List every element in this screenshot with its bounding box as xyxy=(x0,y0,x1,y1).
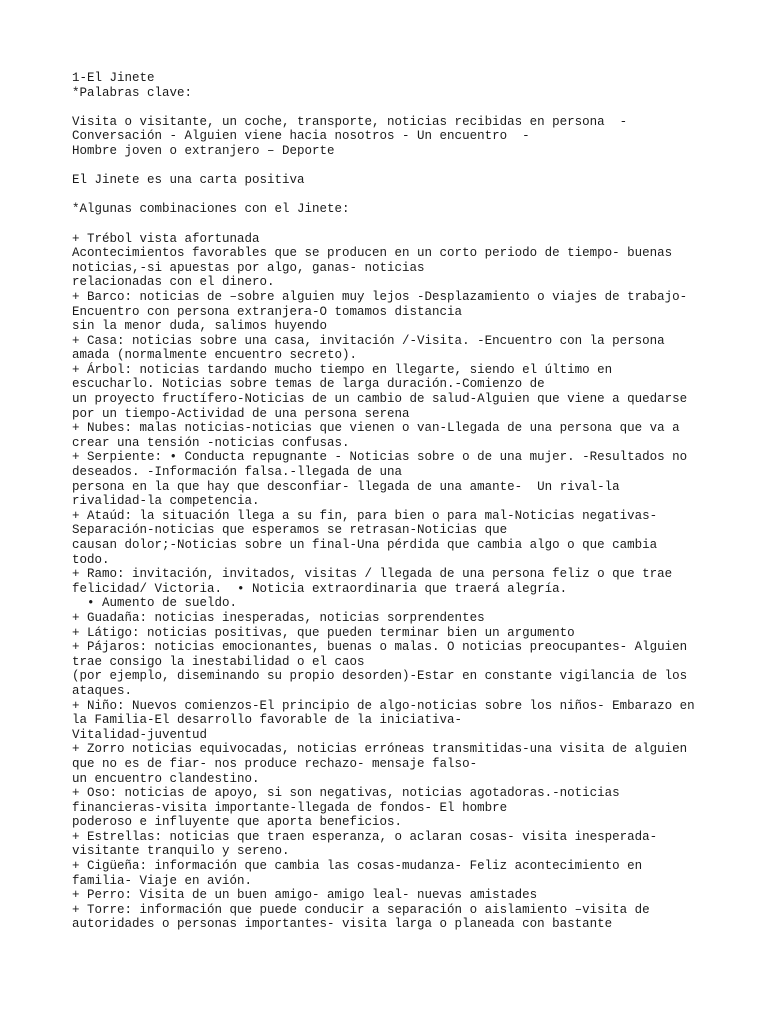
combination-line: que no es de fiar- nos produce rechazo- mensaje falso- xyxy=(72,756,478,771)
combination-line: + Serpiente: • Conducta repugnante - Noticias sobre o de una mujer. -Resultados no xyxy=(72,450,688,465)
combination-line: escucharlo. Noticias sobre temas de larga duración.-Comienzo de xyxy=(72,377,545,392)
combination-line: + Estrellas: noticias que traen esperanza, o aclaran cosas- visita inesperada- xyxy=(72,829,658,844)
combinations-list xyxy=(72,232,712,933)
combination-line: + Casa: noticias sobre una casa, invitación /-Visita. -Encuentro con la persona xyxy=(72,333,665,348)
combination-line: Encuentro con persona extranjera-O tomamos distancia xyxy=(72,304,463,319)
combination-line: + Trébol vista afortunada xyxy=(72,231,260,246)
combination-line: relacionadas con el dinero. xyxy=(72,275,275,290)
combinations-heading: *Algunas combinaciones con el Jinete: xyxy=(72,202,350,217)
combination-line: sin la menor duda, salimos huyendo xyxy=(72,319,328,334)
keywords-block xyxy=(72,115,712,159)
spacer xyxy=(72,188,712,203)
combination-line: noticias,-si apuestas por algo, ganas- noticias xyxy=(72,260,425,275)
combination-line: por un tiempo-Actividad de una persona serena xyxy=(72,406,410,421)
combination-line: Separación-noticias que esperamos se retrasan-Noticias que xyxy=(72,523,508,538)
spacer xyxy=(72,217,712,232)
combination-line: trae consigo la inestabilidad o el caos xyxy=(72,654,365,669)
combination-line: la Familia-El desarrollo favorable de la iniciativa- xyxy=(72,713,463,728)
combination-line: + Oso: noticias de apoyo, si son negativas, noticias agotadoras.-noticias xyxy=(72,786,620,801)
combination-line: (por ejemplo, diseminando su propio desorden)-Estar en constante vigilancia de los xyxy=(72,669,688,684)
document-title: 1-El Jinete xyxy=(72,71,155,85)
combination-line: + Guadaña: noticias inesperadas, noticias sorprendentes xyxy=(72,610,485,625)
combination-line: crear una tensión -noticias confusas. xyxy=(72,435,350,450)
combination-line: poderoso e influyente que aporta beneficios. xyxy=(72,815,403,830)
combination-line: Vitalidad-juventud xyxy=(72,727,208,742)
combination-line: + Niño: Nuevos comienzos-El principio de algo-noticias sobre los niños- Embarazo en xyxy=(72,698,695,713)
combination-line: + Pájaros: noticias emocionantes, buenas o malas. O noticias preocupantes- Alguien xyxy=(72,640,688,655)
combination-line: + Barco: noticias de –sobre alguien muy lejos -Desplazamiento o viajes de trabajo- xyxy=(72,289,688,304)
combination-line: deseados. -Información falsa.-llegada de una xyxy=(72,465,403,480)
combination-line: felicidad/ Victoria. • Noticia extraordinaria que traerá alegría. xyxy=(72,581,568,596)
combination-line: un encuentro clandestino. xyxy=(72,771,260,786)
spacer xyxy=(72,100,712,115)
combination-line: + Zorro noticias equivocadas, noticias erróneas transmitidas-una visita de alguien xyxy=(72,742,688,757)
combination-line: Acontecimientos favorables que se producen en un corto periodo de tiempo- buenas xyxy=(72,246,673,261)
document-page xyxy=(72,71,712,932)
combination-line: rivalidad-la competencia. xyxy=(72,494,260,509)
combination-line: + Ramo: invitación, invitados, visitas / llegada de una persona feliz o que trae xyxy=(72,567,673,582)
combination-line: financieras-visita importante-llegada de fondos- El hombre xyxy=(72,800,508,815)
combination-line: autoridades o personas importantes- visita larga o planeada con bastante xyxy=(72,917,613,932)
combination-line: todo. xyxy=(72,552,110,567)
combination-line: + Ataúd: la situación llega a su fin, para bien o para mal-Noticias negativas- xyxy=(72,508,658,523)
combination-line: familia- Viaje en avión. xyxy=(72,873,253,888)
combination-line: + Perro: Visita de un buen amigo- amigo leal- nuevas amistades xyxy=(72,888,538,903)
combination-line: visitante tranquilo y sereno. xyxy=(72,844,290,859)
spacer xyxy=(72,159,712,174)
combination-line: + Nubes: malas noticias-noticias que vienen o van-Llegada de una persona que va a xyxy=(72,421,680,436)
combination-line: • Aumento de sueldo. xyxy=(72,596,238,611)
combination-line: causan dolor;-Noticias sobre un final-Una pérdida que cambia algo o que cambia xyxy=(72,538,658,552)
summary-line: El Jinete es una carta positiva xyxy=(72,173,305,188)
combination-line: un proyecto fructífero-Noticias de un cambio de salud-Alguien que viene a quedarse xyxy=(72,392,688,407)
combination-line: + Látigo: noticias positivas, que pueden terminar bien un argumento xyxy=(72,625,575,640)
keywords-line: Conversación - Alguien viene hacia nosotros - Un encuentro - xyxy=(72,129,530,144)
keywords-line: Visita o visitante, un coche, transporte, noticias recibidas en persona - xyxy=(72,114,628,129)
combination-line: amada (normalmente encuentro secreto). xyxy=(72,348,358,363)
combination-line: persona en la que hay que desconfiar- llegada de una amante- Un rival-la xyxy=(72,479,620,494)
combination-line: ataques. xyxy=(72,683,133,698)
keywords-heading: *Palabras clave: xyxy=(72,85,193,100)
keywords-line: Hombre joven o extranjero – Deporte xyxy=(72,143,335,158)
combination-line: + Árbol: noticias tardando mucho tiempo en llegarte, siendo el último en xyxy=(72,362,613,377)
combination-line: + Torre: información que puede conducir a separación o aislamiento –visita de xyxy=(72,902,650,917)
combination-line: + Cigüeña: información que cambia las cosas-mudanza- Feliz acontecimiento en xyxy=(72,859,643,874)
